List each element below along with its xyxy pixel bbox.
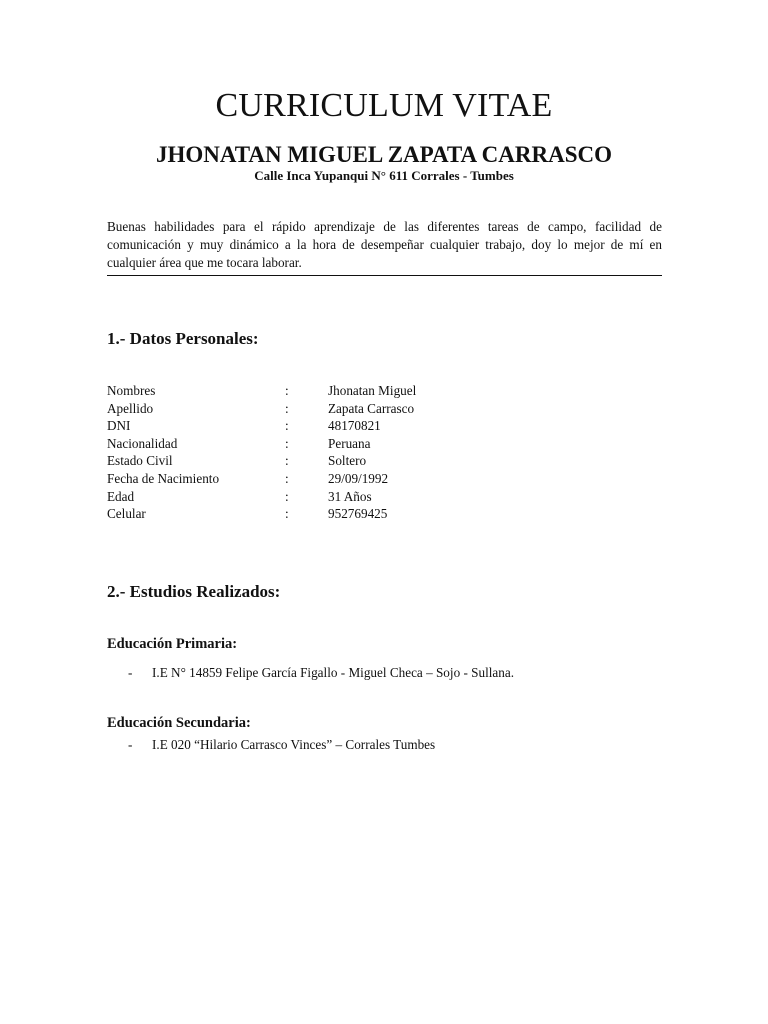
detail-value: Peruana — [328, 435, 371, 451]
detail-label: Apellido — [107, 400, 154, 416]
address: Calle Inca Yupanqui N° 611 Corrales - Tumbes — [254, 168, 514, 183]
detail-value: 48170821 — [328, 418, 381, 434]
detail-label: Estado Civil — [107, 453, 173, 469]
secondary-school-text: I.E 020 “Hilario Carrasco Vinces” – Corrales Tumbes — [152, 737, 436, 752]
detail-separator: : — [285, 506, 289, 522]
detail-label: Nombres — [107, 383, 156, 398]
bullet-marker: - — [128, 665, 133, 680]
detail-value: 29/09/1992 — [328, 470, 389, 486]
detail-separator: : — [285, 400, 289, 416]
detail-label: DNI — [107, 418, 131, 434]
detail-value: Jhonatan Miguel — [328, 383, 417, 398]
detail-separator: : — [285, 453, 289, 469]
detail-row-fecha-nacimiento — [107, 470, 557, 488]
detail-label: Fecha de Nacimiento — [107, 470, 220, 486]
document-title: CURRICULUM VITAE — [215, 87, 553, 124]
section-education-title: 2.- Estudios Realizados: — [107, 582, 281, 601]
detail-value: Zapata Carrasco — [328, 400, 415, 416]
detail-row-nacionalidad — [107, 435, 557, 453]
primary-school-text: I.E N° 14859 Felipe García Figallo - Miguel Checa – Sojo - Sullana. — [152, 665, 514, 680]
detail-label: Celular — [107, 506, 146, 522]
detail-separator: : — [285, 470, 289, 486]
personal-details-table — [107, 382, 557, 523]
detail-value: 952769425 — [328, 506, 388, 522]
detail-label: Nacionalidad — [107, 435, 178, 451]
detail-separator: : — [285, 418, 289, 434]
person-name: JHONATAN MIGUEL ZAPATA CARRASCO — [156, 142, 612, 167]
detail-value: Soltero — [328, 453, 367, 469]
section-personal-data-title: 1.- Datos Personales: — [107, 329, 259, 348]
detail-separator: : — [285, 383, 289, 398]
horizontal-divider — [107, 275, 662, 276]
detail-row-edad — [107, 488, 557, 506]
detail-row-nombres — [107, 382, 557, 400]
detail-row-apellido — [107, 400, 557, 418]
primary-education-heading: Educación Primaria: — [107, 636, 238, 652]
detail-separator: : — [285, 435, 289, 451]
detail-row-celular — [107, 505, 557, 523]
detail-value: 31 Años — [328, 488, 372, 504]
profile-summary: Buenas habilidades para el rápido aprendizaje de las diferentes tareas de campo, facilidad de comunicación y muy dinámico a la hora de desempeñar cualquier trabajo, doy lo mejor de mí en cualquier área que me tocara laborar. — [107, 219, 662, 270]
detail-separator: : — [285, 488, 289, 504]
bullet-marker: - — [128, 737, 133, 752]
detail-label: Edad — [107, 488, 135, 504]
detail-row-estado-civil — [107, 452, 557, 470]
detail-row-dni — [107, 417, 557, 435]
secondary-education-heading: Educación Secundaria: — [107, 715, 251, 731]
